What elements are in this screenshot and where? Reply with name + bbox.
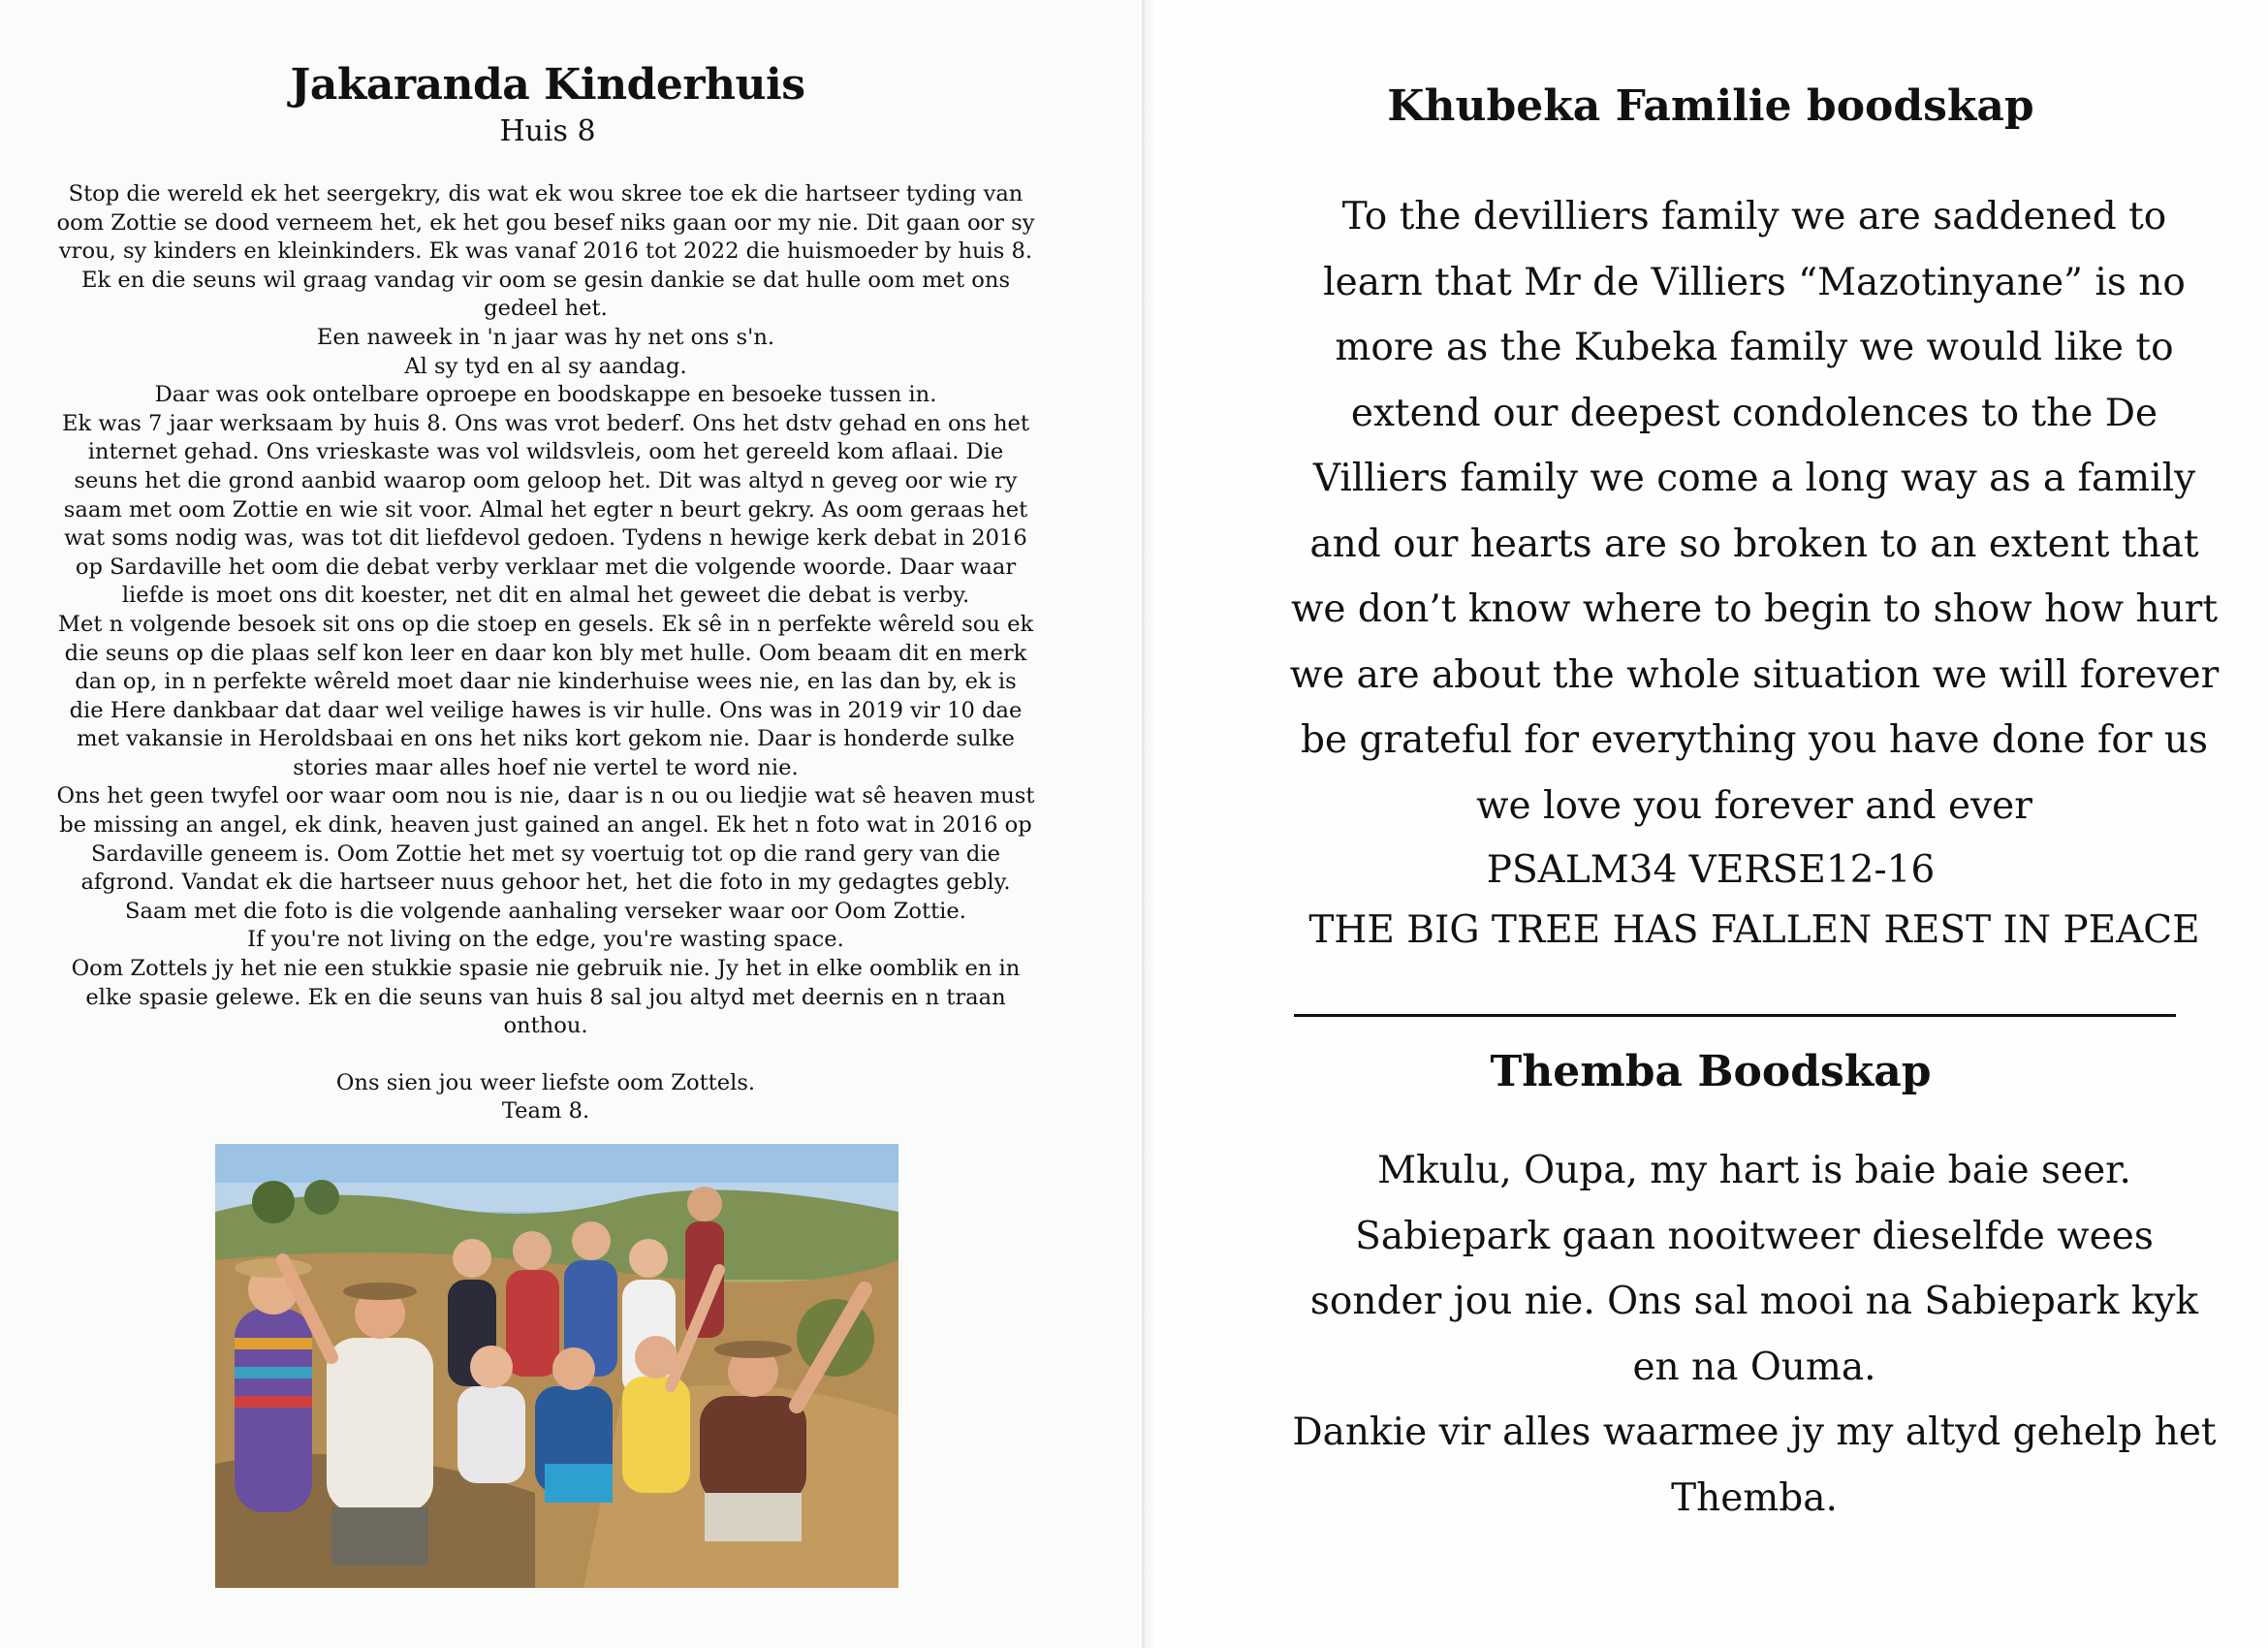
themba-message-thanks: Dankie vir alles waarmee jy my altyd gehelp het [1292, 1410, 2217, 1454]
tribute-text [56, 180, 1035, 1126]
tribute-signoff: Team 8. [501, 1098, 590, 1125]
section-divider [1294, 1014, 2176, 1017]
group-photo [215, 1144, 898, 1588]
left-page-subtitle: Huis 8 [499, 114, 596, 148]
tribute-paragraph: Daar was ook ontelbare oproepe en boodskappe en besoeke tussen in. [154, 382, 937, 408]
page-fold [1142, 0, 1153, 1648]
tribute-paragraph: Ek was 7 jaar werksaam by huis 8. Ons was vrot bederf. Ons het dstv gehad en ons het internet gehad. Ons vrieskaste was vol wildsvleis, oom het gereeld kom aflaai. Die seuns het die grond aanbid waarop oom geloop het. Dit was altyd n geveg oor wie ry saam met oom Zottie en wie sit voor. Almal het egter n beurt gekry. As oom geraas het wat soms nodig was, was tot dit liefdevol gedoen. Tydens n hewige kerk debat in 2016 op Sardaville het oom die debat verby verklaar met die volgende woorde. Daar waar liefde is moet ons dit koester, net dit en almal het geweet die debat is verby. [62, 410, 1029, 609]
tribute-closing: Ons sien jou weer liefste oom Zottels. [335, 1069, 756, 1095]
tribute-paragraph: Met n volgende besoek sit ons op die stoep en gesels. Ek sê in n perfekte wêreld sou ek die seuns op die plaas self kon leer en daar kon bly met hulle. Oom beaam dit en merk dan op, in n perfekte wêreld moet daar nie kinderhuise wees nie, en las dan by, ek is die Here dankbaar dat daar wel veilige hawes is vir hulle. Ons was in 2019 vir 10 dae met vakansie in Heroldsbaai en ons het niks kort gekom nie. Daar is honderde sulke stories maar alles hoef nie vertel te word nie. [57, 611, 1034, 780]
spacer [56, 1041, 1035, 1069]
themba-title: Themba Boodskap [1490, 1047, 1932, 1096]
tribute-paragraph: Oom Zottels jy het nie een stukkie spasie nie gebruik nie. Jy het in elke oomblik en in elke spasie gelewe. Ek en die seuns van huis 8 sal jou altyd met deernis en n traan onthou. [71, 956, 1021, 1039]
khubeka-title: Khubeka Familie boodskap [1387, 81, 2034, 131]
tribute-paragraph: Ons het geen twyfel oor waar oom nou is nie, daar is n ou ou liedjie wat sê heaven must be missing an angel, ek dink, heaven just gained an angel. Ek het n foto wat in 2016 op Sardaville geneem is. Oom Zottie het met sy voertuig tot op die rand gery van die afgrond. Vandat ek die hartseer nuus gehoor het, het die foto in my gedagtes gebly. [56, 783, 1035, 896]
tribute-paragraph: Stop die wereld ek het seergekry, dis wat ek wou skree toe ek die hartseer tyding van oom Zottie se dood verneem het, ek het gou besef niks gaan oor my nie. Dit gaan oor sy vrou, sy kinders en kleinkinders. Ek was vanaf 2016 tot 2022 die huismoeder by huis 8. Ek en die seuns wil graag vandag vir oom se gesin dankie se dat hulle oom met ons gedeel het. [56, 181, 1035, 322]
tribute-paragraph: Een naweek in 'n jaar was hy net ons s'n. [316, 324, 775, 350]
tribute-quote: If you're not living on the edge, you're wasting space. [247, 927, 844, 953]
themba-message [1289, 1138, 2220, 1531]
tribute-paragraph: Al sy tyd en al sy aandag. [404, 353, 687, 379]
psalm-reference: PSALM34 VERSE12-16 [1486, 848, 1936, 892]
big-tree-line: THE BIG TREE HAS FALLEN REST IN PEACE [1308, 908, 2200, 952]
khubeka-message [1289, 184, 2220, 839]
themba-signature: Themba. [1671, 1475, 1838, 1520]
tribute-paragraph: Saam met die foto is die volgende aanhaling verseker waar oor Oom Zottie. [125, 898, 966, 924]
left-page-title: Jakaranda Kinderhuis [290, 60, 805, 110]
themba-message-text: Mkulu, Oupa, my hart is baie baie seer. Sabiepark gaan nooitweer dieselfde wees sonder jou nie. Ons sal mooi na Sabiepark kyk en na Ouma. [1309, 1149, 2199, 1389]
group-photo-illustration [215, 1144, 898, 1588]
khubeka-message-text: To the devilliers family we are saddened to learn that Mr de Villiers “Mazotinyane” is no more as the Kubeka family we would like to extend our deepest condolences to the De Villiers family we come a long way as a family and our hearts are so broken to an extent that we don’t know where to begin to show how hurt we are about the whole situation we will forever be grateful for everything you have done for us we love you forever and ever [1289, 195, 2220, 828]
